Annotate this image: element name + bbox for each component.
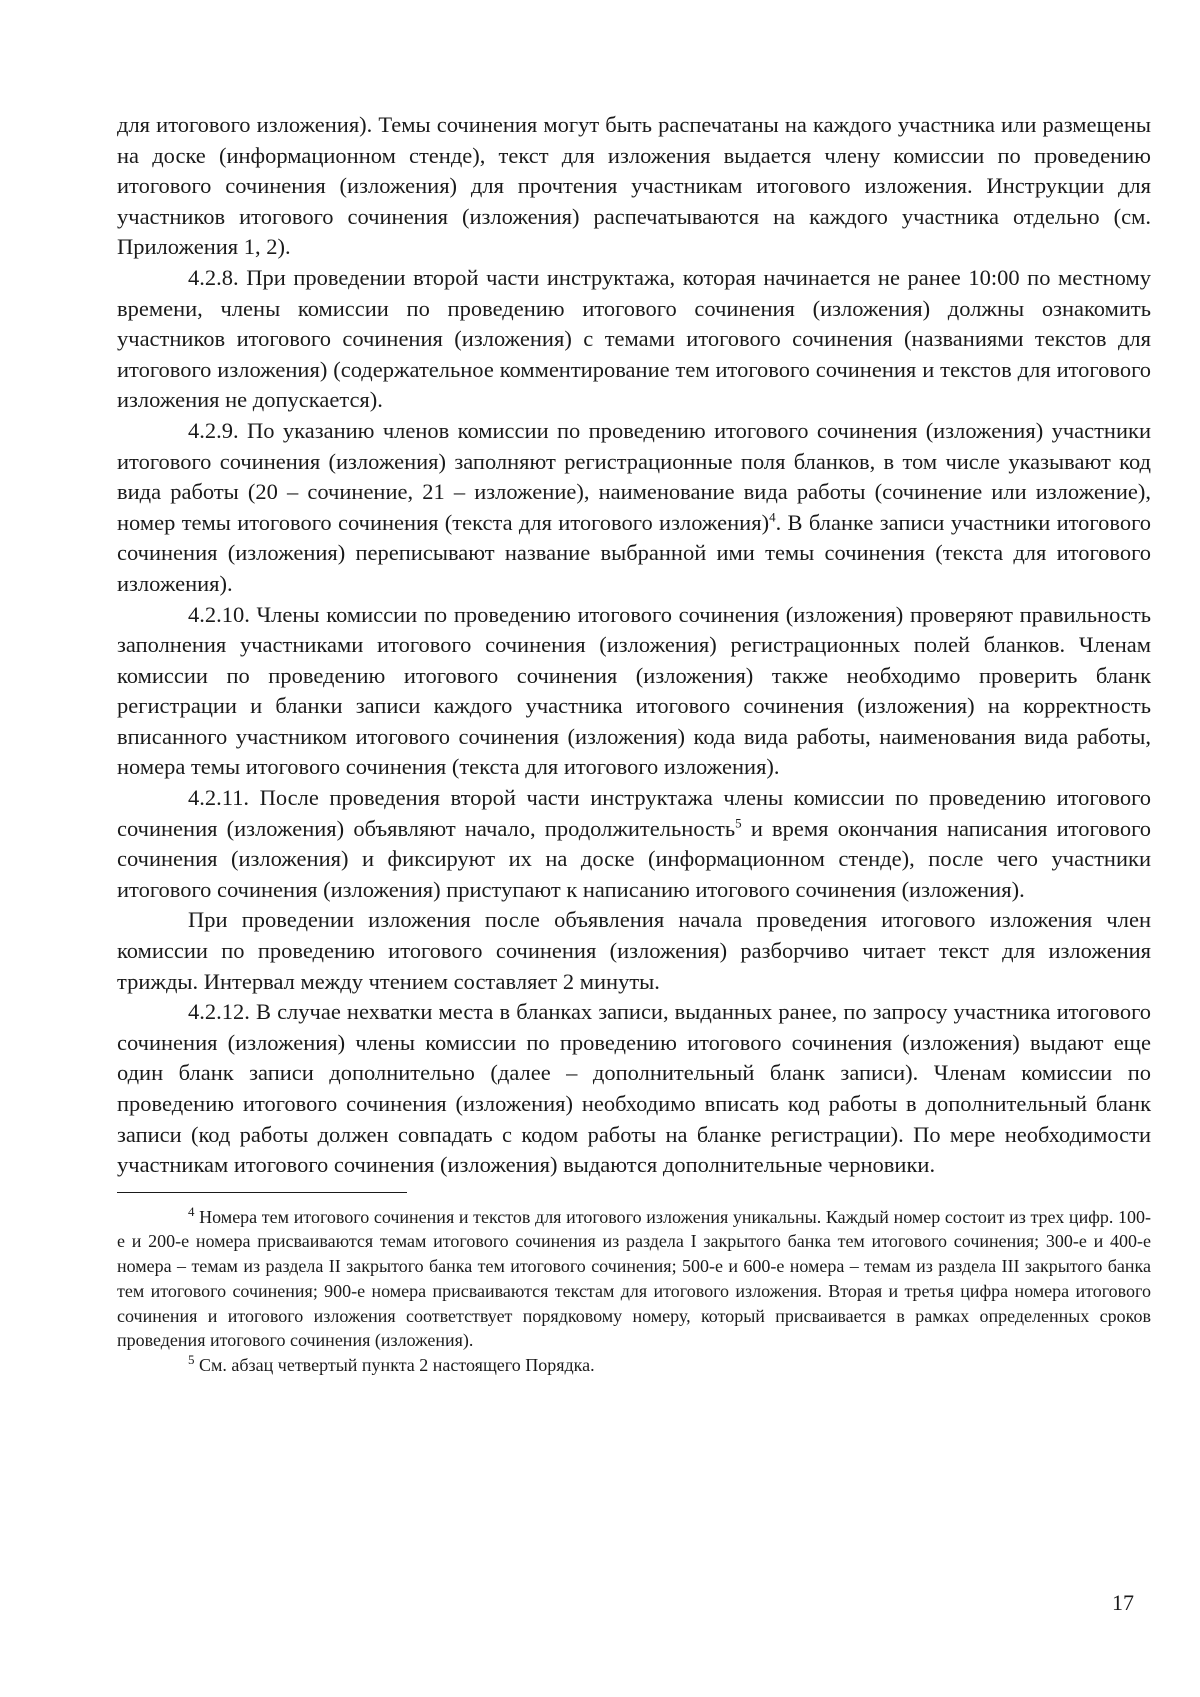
footnote-5 <box>117 1353 1151 1378</box>
page-number: 17 <box>1112 1590 1134 1615</box>
paragraph-4-2-9 <box>117 416 1151 600</box>
paragraph-4-2-12: 4.2.12. В случае нехватки места в бланках записи, выданных ранее, по запросу участника итогового сочинения (изложения) члены комиссии по проведению итогового сочинения (изложения) выдают еще один бланк записи дополнительно (далее – дополнительный бланк записи). Членам комиссии по проведению итогового сочинения (изложения) необходимо вписать код работы в дополнительный бланк записи (код работы должен совпадать с кодом работы на бланке регистрации). По мере необходимости участникам итогового сочинения (изложения) выдаются дополнительные черновики. <box>117 999 1151 1178</box>
footnote-text: См. абзац четвертый пункта 2 настоящего Порядка. <box>194 1355 595 1375</box>
paragraph-4-2-8: 4.2.8. При проведении второй части инструктажа, которая начинается не ранее 10:00 по местному времени, члены комиссии по проведению итогового сочинения (изложения) должны ознакомить участников итогового сочинения (изложения) с темами итогового сочинения (названиями текстов для итогового изложения) (содержательное комментирование тем итогового сочинения и текстов для итогового изложения не допускается). <box>117 264 1151 413</box>
footnote-text: Номера тем итогового сочинения и текстов для итогового изложения уникальны. Каждый номер состоит из трех цифр. 100-е и 200-е номера присваиваются темам итогового сочинения из раздела I закрытого банка тем итогового сочинения; 300-е и 400-е номера – темам из раздела II закрытого банка тем итогового сочинения; 500-е и 600-е номера – темам из раздела III закрытого банка тем итогового сочинения; 900-е номера присваиваются текстам для итогового изложения. Вторая и третья цифра номера итогового сочинения и итогового изложения соответствует порядковому номеру, который присваивается в рамках определенных сроков проведения итогового сочинения (изложения). <box>117 1206 1151 1351</box>
footnotes <box>117 1205 1151 1378</box>
body-text <box>117 110 1151 1181</box>
footnote-ref-5[interactable]: 5 <box>735 815 742 831</box>
paragraph-text: и время окончания написания итогового сочинения (изложения) и фиксируют их на доске (информационном стенде), после чего участники итогового сочинения (изложения) приступают к написанию итогового сочинения (изложения). <box>117 815 1151 902</box>
paragraph-continuation: для итогового изложения). Темы сочинения могут быть распечатаны на каждого участника или размещены на доске (информационном стенде), текст для изложения выдается члену комиссии по проведению итогового сочинения (изложения) для прочтения участникам итогового изложения. Инструкции для участников итогового сочинения (изложения) распечатываются на каждого участника отдельно (см. Приложения 1, 2). <box>117 112 1151 260</box>
footnote-mark: 5 <box>188 1352 195 1367</box>
paragraph-text: 4.2.9. По указанию членов комиссии по проведению итогового сочинения (изложения) участники итогового сочинения (изложения) заполняют регистрационные поля бланков, в том числе указывают код вида работы (20 – сочинение, 21 – изложение), наименование вида работы (сочинение или изложение), номер темы итогового сочинения (текста для итогового изложения) <box>117 417 1151 535</box>
footnote-4 <box>117 1205 1151 1353</box>
paragraph-text: 4.2.11. После проведения второй части инструктажа члены комиссии по проведению итогового сочинения (изложения) объявляют начало, продолжительность <box>117 785 1151 841</box>
document-page <box>117 110 1151 1378</box>
paragraph-4-2-11 <box>117 783 1151 905</box>
footnote-separator <box>117 1192 407 1193</box>
paragraph-4-2-10: 4.2.10. Члены комиссии по проведению итогового сочинения (изложения) проверяют правильность заполнения участниками итогового сочинения (изложения) регистрационных полей бланков. Членам комиссии по проведению итогового сочинения (изложения) также необходимо проверить бланк регистрации и бланки записи каждого участника итогового сочинения (изложения) на корректность вписанного участником итогового сочинения (изложения) кода вида работы, наименования вида работы, номера темы итогового сочинения (текста для итогового изложения). <box>117 601 1151 780</box>
paragraph-reading-procedure: При проведении изложения после объявления начала проведения итогового изложения член комиссии по проведению итогового сочинения (изложения) разборчиво читает текст для изложения трижды. Интервал между чтением составляет 2 минуты. <box>117 907 1151 994</box>
footnote-mark: 4 <box>188 1203 195 1219</box>
paragraph-text: . В бланке записи участники итогового сочинения (изложения) переписывают название выбранной ими темы сочинения (текста для итогового изложения). <box>117 509 1151 596</box>
footnote-ref-4[interactable]: 4 <box>769 509 776 525</box>
